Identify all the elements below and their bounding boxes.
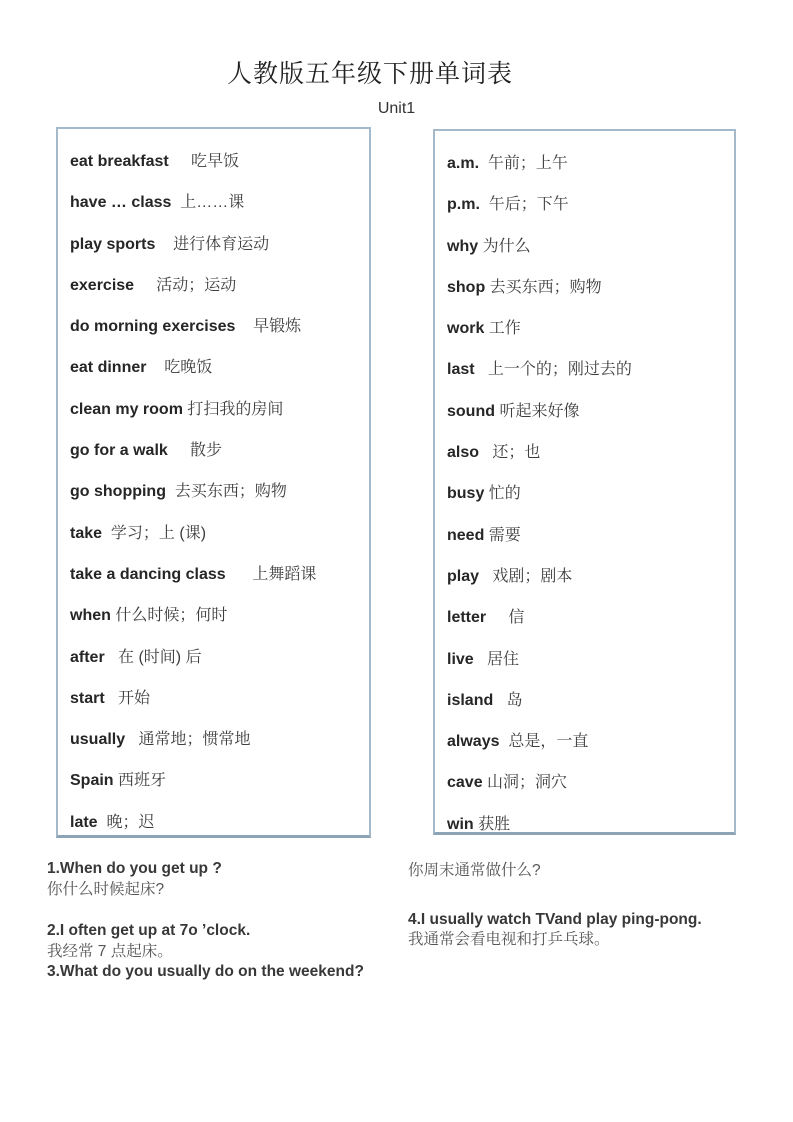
vocab-chinese-meaning: 什么时候；何时 [115,607,228,625]
vocab-chinese-meaning: 打扫我的房间 [187,400,284,418]
vocab-chinese-meaning: 还；也 [492,444,541,462]
vocab-chinese-meaning: 山洞；洞穴 [487,774,568,792]
vocab-chinese-meaning: 学习；上 (课) [110,524,207,542]
vocab-chinese-meaning: 上……课 [180,194,245,212]
vocab-chinese-meaning: 总是，一直 [508,733,589,751]
vocab-row [447,721,734,762]
vocab-chinese-meaning: 午后；下午 [488,196,569,214]
vocab-chinese-meaning: 戏剧；剧本 [492,567,573,585]
vocab-row [447,391,734,432]
sentence-chinese: 你周末通常做什么? [408,862,541,879]
vocab-chinese-meaning: 听起来好像 [499,402,580,420]
vocab-row [70,760,369,801]
vocab-row [70,306,369,347]
sentence-chinese: 我通常会看电视和打乒乓球。 [408,931,610,948]
vocab-row [70,554,369,595]
vocab-row [447,349,734,390]
vocab-chinese-meaning: 上一个的；刚过去的 [487,361,632,379]
sentence-english: 1.When do you get up ? [47,860,222,877]
vocab-box-right [433,129,736,835]
vocab-chinese-meaning: 早锻炼 [253,318,302,336]
vocab-row [447,267,734,308]
vocab-chinese-meaning: 晚；迟 [106,813,155,831]
vocab-row [447,143,734,184]
vocab-english-term: island [447,691,507,709]
vocab-row [447,184,734,225]
vocab-chinese-meaning: 吃晚饭 [164,359,213,377]
vocab-english-term: busy [447,485,489,503]
vocab-chinese-meaning: 通常地；惯常地 [138,731,251,749]
vocab-chinese-meaning: 居住 [487,650,520,668]
vocab-row [70,471,369,512]
vocab-english-term: go shopping [70,483,175,501]
sentence-chinese: 你什么时候起床? [47,880,165,898]
vocab-row [70,678,369,719]
vocab-english-term: clean my room [70,400,188,418]
sentence-english: 4.I usually watch TVand play ping-pong. [408,910,702,928]
vocab-chinese-meaning: 午前；上午 [487,155,568,172]
vocab-row [447,308,734,349]
vocab-chinese-meaning: 在 (时间) 后 [118,648,202,666]
vocab-english-term: shop [447,278,490,296]
sentence-english: 3.What do you usually do on the weekend? [47,963,364,980]
vocab-row [70,802,369,843]
vocab-row [70,430,369,471]
vocab-english-term: play sports [70,235,174,253]
vocab-chinese-meaning: 西班牙 [118,772,167,790]
vocab-row [70,265,369,306]
page-title: 人教版五年级下册单词表 [226,61,513,88]
vocab-english-term: Spain [70,772,119,790]
vocab-row [70,141,369,182]
vocab-english-term: take [70,524,111,542]
vocab-chinese-meaning: 忙的 [488,485,521,503]
vocab-english-term: when [70,607,116,625]
vocab-english-term: need [447,526,489,544]
vocab-chinese-meaning: 散步 [190,442,223,460]
vocab-row [447,680,734,721]
vocab-row [70,637,369,678]
vocab-english-term: live [447,650,488,668]
vocab-row [70,182,369,223]
sentences-column-right [408,861,758,951]
vocab-row [70,513,369,554]
vocab-row [70,389,369,430]
vocab-list-left [58,129,369,843]
vocab-english-term: cave [447,774,488,792]
vocab-row [447,226,734,267]
vocab-english-term: always [447,733,509,751]
vocab-chinese-meaning: 开始 [118,689,151,707]
vocab-chinese-meaning: 活动；运动 [156,276,237,294]
vocab-english-term: start [70,689,119,707]
vocab-english-term: go for a walk [70,442,191,460]
vocab-row [447,762,734,803]
vocab-chinese-meaning: 去买东西；购物 [174,483,287,501]
vocab-english-term: a.m. [447,155,488,172]
vocab-english-term: after [70,648,119,666]
vocab-english-term: do morning exercises [70,318,254,336]
vocab-english-term: work [447,320,489,338]
vocab-english-term: also [447,444,493,462]
vocab-english-term: win [447,815,479,833]
vocab-row [70,595,369,636]
vocab-english-term: last [447,361,488,379]
vocab-row [447,597,734,638]
sentences-column-left [47,859,397,983]
vocab-row [447,473,734,514]
vocab-english-term: late [70,813,107,831]
vocab-list-right [435,131,734,845]
vocab-chinese-meaning: 吃早饭 [190,153,239,170]
vocab-english-term: eat dinner [70,359,165,377]
vocab-row [447,556,734,597]
vocab-chinese-meaning: 信 [508,609,525,627]
sentence-spacer [47,900,397,921]
vocab-english-term: p.m. [447,196,489,214]
vocab-chinese-meaning: 进行体育运动 [173,235,270,253]
sentence-spacer [408,882,758,910]
vocab-chinese-meaning: 上舞蹈课 [252,565,317,583]
vocab-english-term: why [447,237,483,255]
vocab-english-term: play [447,567,493,585]
unit-heading: Unit1 [377,100,416,117]
vocab-row [70,224,369,265]
vocab-chinese-meaning: 岛 [506,691,523,709]
vocab-english-term: sound [447,402,500,420]
vocab-chinese-meaning: 去买东西；购物 [489,278,602,296]
vocab-row [447,432,734,473]
sentence-chinese: 我经常 7 点起床。 [47,942,173,960]
vocab-chinese-meaning: 需要 [488,526,521,544]
vocab-row [70,347,369,388]
vocab-row [447,804,734,845]
vocab-chinese-meaning: 获胜 [478,815,511,833]
vocab-english-term: have … class [70,194,181,212]
vocab-box-left [56,127,371,838]
vocab-english-term: eat breakfast [70,153,191,170]
vocab-row [70,719,369,760]
vocab-row [447,515,734,556]
sentence-english: 2.I often get up at 7o ’clock. [47,922,251,939]
vocab-english-term: usually [70,731,139,749]
vocab-chinese-meaning: 工作 [488,320,521,338]
vocab-english-term: take a dancing class [70,565,253,583]
vocab-row [447,639,734,680]
vocab-english-term: letter [447,609,509,627]
vocab-english-term: exercise [70,276,157,294]
vocab-chinese-meaning: 为什么 [482,237,531,255]
